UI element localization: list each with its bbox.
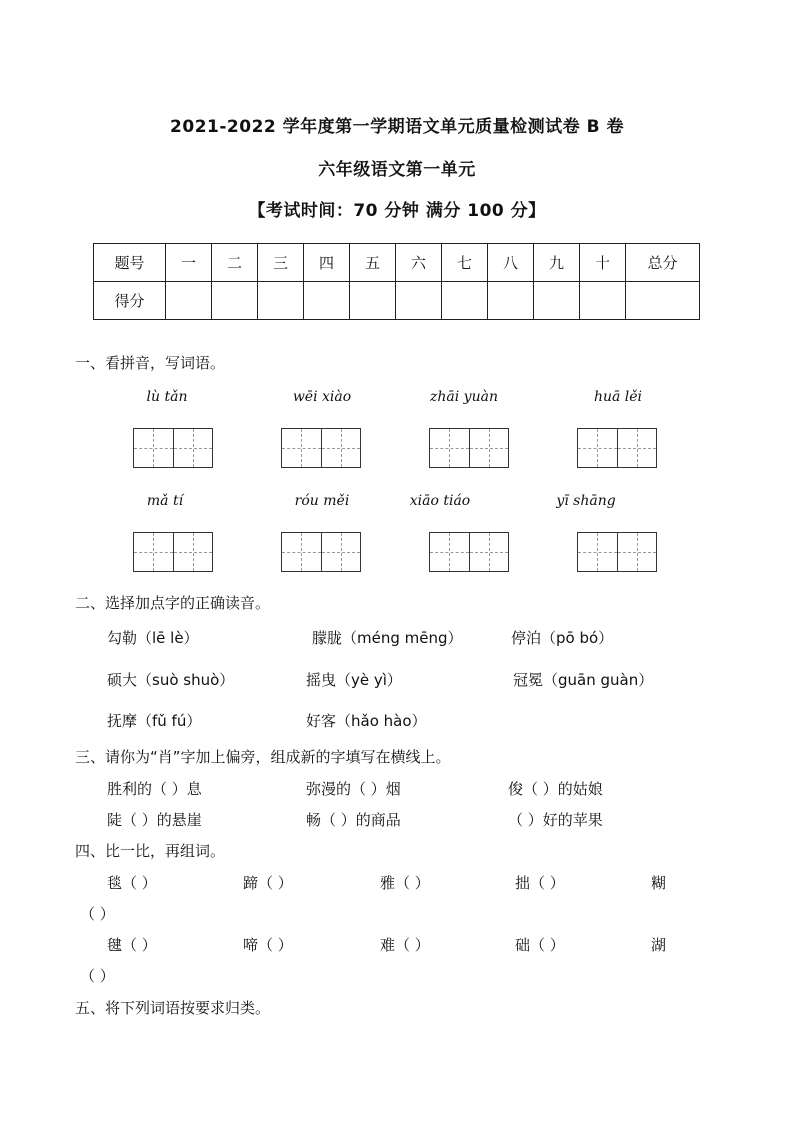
compare-word-item[interactable]: 毯（ ） [107,874,157,892]
compare-word-item[interactable]: 雅（ ） [380,874,430,892]
score-input-cell[interactable] [534,282,580,320]
pinyin-prompt: lù tǎn [146,389,188,405]
q4-heading: 四、比一比，再组词。 [75,842,226,860]
reading-choice[interactable]: 好客（hǎo hào） [306,712,427,730]
q5-heading: 五、将下列词语按要求归类。 [75,999,271,1017]
score-table [93,243,700,320]
tianzige-answer-box[interactable] [281,428,361,468]
q1-heading: 一、看拼音，写词语。 [75,354,226,372]
tianzige-answer-box[interactable] [133,428,213,468]
score-header-cell: 九 [534,244,580,282]
tianzige-answer-box[interactable] [429,532,509,572]
reading-choice[interactable]: 勾勒（lē lè） [107,629,199,647]
score-header-cell: 八 [488,244,534,282]
score-input-cell[interactable] [166,282,212,320]
compare-word-item[interactable]: 础（ ） [515,936,565,954]
compare-word-item[interactable]: 湖 [651,936,667,954]
score-header-cell: 总分 [626,244,700,282]
score-input-cell[interactable] [580,282,626,320]
pinyin-prompt: xiāo tiáo [409,493,471,509]
fill-blank-item[interactable]: 弥漫的（ ）烟 [306,780,401,798]
score-input-cell[interactable] [350,282,396,320]
tianzige-answer-box[interactable] [577,428,657,468]
pinyin-prompt: wēi xiào [292,389,352,405]
score-table-header-row [94,244,700,282]
tianzige-answer-box[interactable] [281,532,361,572]
pinyin-prompt: zhāi yuàn [430,389,498,405]
compare-word-item[interactable]: 难（ ） [380,936,430,954]
compare-word-item[interactable]: 毽（ ） [107,936,157,954]
score-header-cell: 七 [442,244,488,282]
fill-blank-item[interactable]: 俊（ ）的姑娘 [508,780,603,798]
fill-blank-item[interactable]: （ ）好的苹果 [508,811,603,829]
score-input-cell[interactable] [212,282,258,320]
score-input-cell[interactable] [442,282,488,320]
score-input-cell[interactable] [304,282,350,320]
reading-choice[interactable]: 硕大（suò shuò） [107,671,235,689]
fill-blank-item[interactable]: 胜利的（ ）息 [107,780,202,798]
score-header-cell: 六 [396,244,442,282]
reading-choice[interactable]: 冠冕（guān guàn） [513,671,654,689]
tianzige-answer-box[interactable] [133,532,213,572]
compare-word-blank[interactable]: （ ） [80,967,115,985]
tianzige-answer-box[interactable] [429,428,509,468]
q3-heading: 三、请你为“肖”字加上偏旁，组成新的字填写在横线上。 [75,748,451,766]
score-header-cell: 十 [580,244,626,282]
pinyin-prompt: yī shāng [556,493,616,509]
compare-word-item[interactable]: 拙（ ） [515,874,565,892]
score-input-cell[interactable] [396,282,442,320]
score-input-cell[interactable] [626,282,700,320]
fill-blank-item[interactable]: 陡（ ）的悬崖 [107,811,202,829]
compare-word-item[interactable]: 糊 [651,874,667,892]
tianzige-answer-box[interactable] [577,532,657,572]
exam-title: 2021-2022 学年度第一学期语文单元质量检测试卷 B 卷 [170,117,624,137]
score-table-score-row [94,282,700,320]
pinyin-prompt: huā lěi [593,389,643,405]
q2-heading: 二、选择加点字的正确读音。 [75,594,271,612]
score-row-label: 得分 [94,282,166,320]
fill-blank-item[interactable]: 畅（ ）的商品 [306,811,401,829]
compare-word-blank[interactable]: （ ） [80,905,115,923]
reading-choice[interactable]: 停泊（pō bó） [511,629,614,647]
compare-word-item[interactable]: 啼（ ） [243,936,293,954]
reading-choice[interactable]: 摇曳（yè yì） [306,671,402,689]
exam-subtitle: 六年级语文第一单元 [318,160,476,180]
pinyin-prompt: róu měi [294,493,350,509]
reading-choice[interactable]: 抚摩（fǔ fú） [107,712,202,730]
reading-choice[interactable]: 朦胧（méng mēng） [312,629,463,647]
score-header-cell: 一 [166,244,212,282]
score-header-cell: 三 [258,244,304,282]
score-input-cell[interactable] [488,282,534,320]
score-header-cell: 五 [350,244,396,282]
score-header-cell: 题号 [94,244,166,282]
score-input-cell[interactable] [258,282,304,320]
pinyin-prompt: mǎ tí [146,493,184,509]
exam-info: 【考试时间：70 分钟 满分 100 分】 [248,201,546,221]
score-header-cell: 二 [212,244,258,282]
compare-word-item[interactable]: 蹄（ ） [243,874,293,892]
score-header-cell: 四 [304,244,350,282]
